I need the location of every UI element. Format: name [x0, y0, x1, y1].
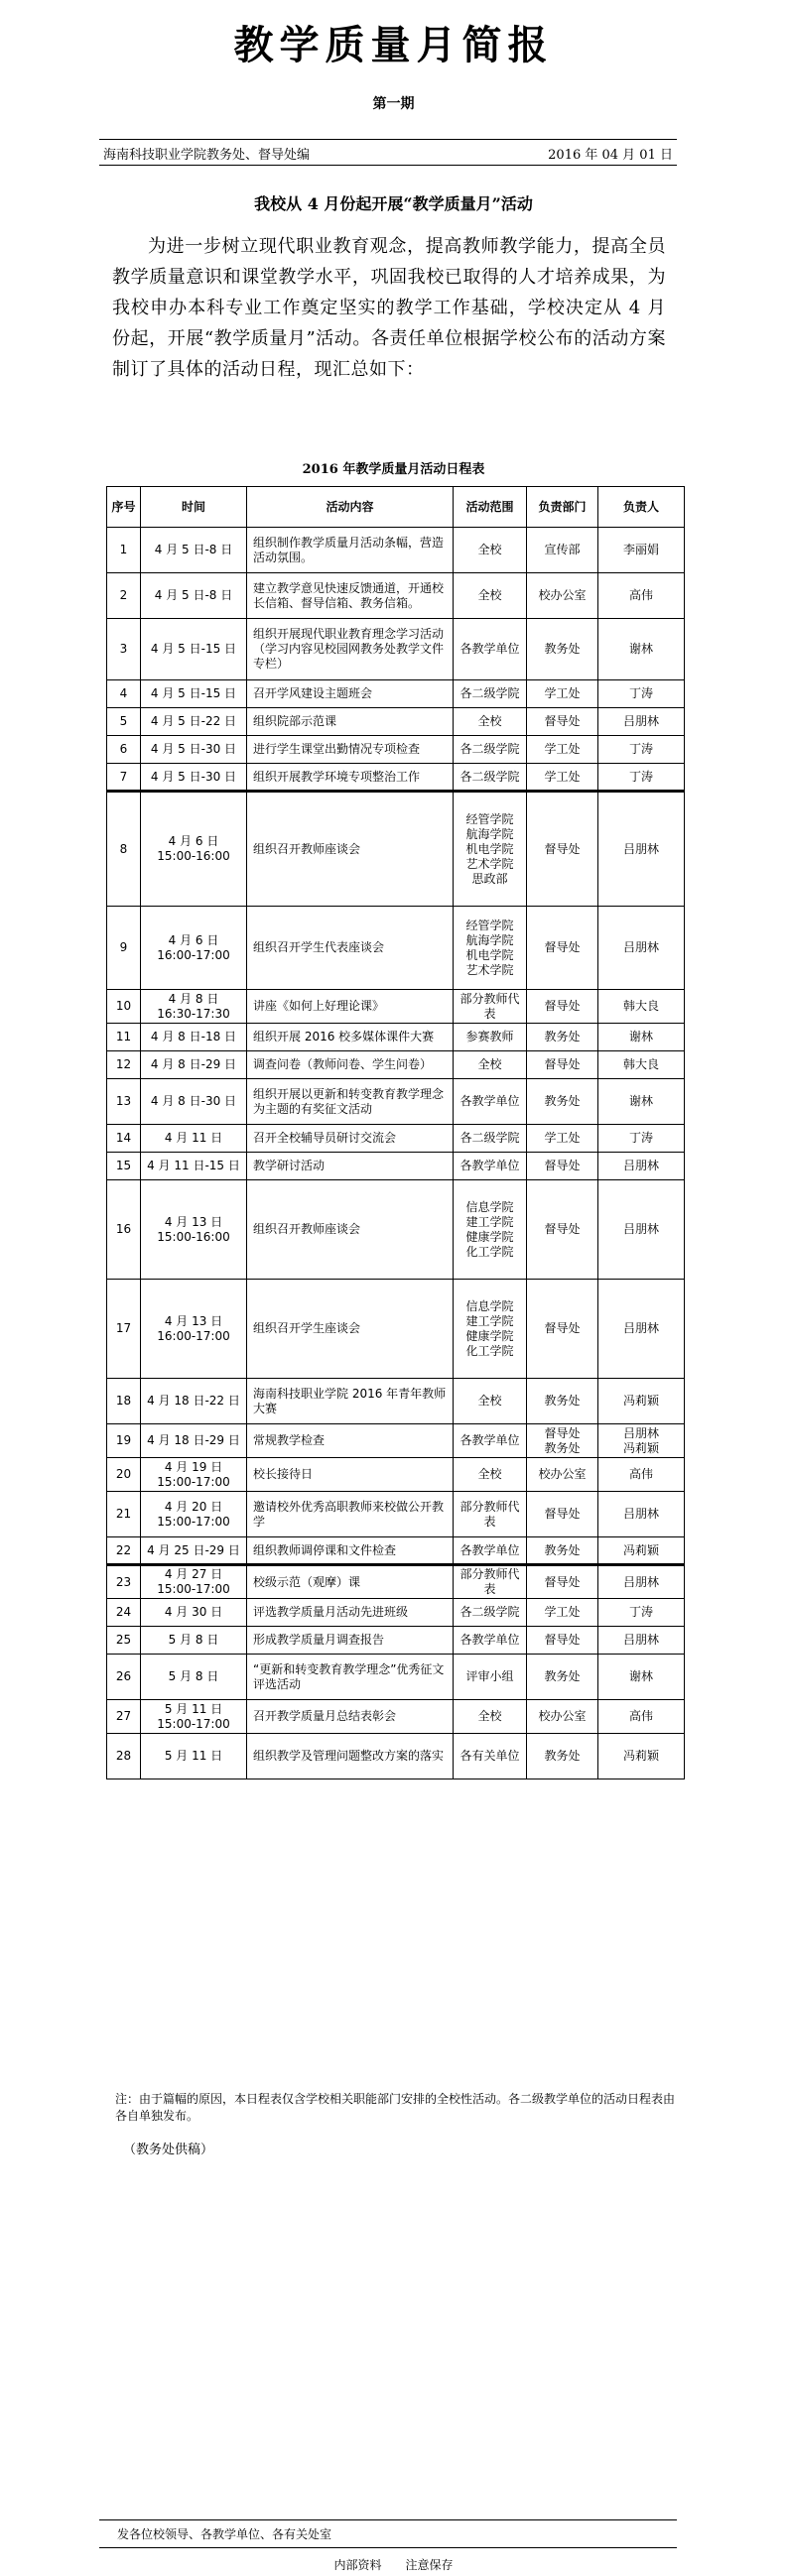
cell-scope: 参赛教师 [454, 1024, 527, 1051]
cell-dept: 宣传部 [527, 528, 598, 573]
table-row [107, 1492, 685, 1537]
cell-time: 4 月 13 日 16:00-17:00 [141, 1280, 247, 1379]
cell-no: 23 [107, 1565, 141, 1599]
cell-scope: 经管学院 航海学院 机电学院 艺术学院 [454, 907, 527, 990]
header-rule-bottom [99, 165, 677, 166]
cell-content: 召开全校辅导员研讨交流会 [247, 1125, 454, 1153]
cell-person: 丁涛 [598, 1599, 685, 1627]
cell-content: 组织制作教学质量月活动条幅，营造活动氛围。 [247, 528, 454, 573]
cell-dept: 学工处 [527, 680, 598, 708]
cell-time: 4 月 18 日-22 日 [141, 1379, 247, 1424]
cell-scope: 各二级学院 [454, 764, 527, 792]
cell-dept: 教务处 [527, 1379, 598, 1424]
cell-time: 5 月 8 日 [141, 1627, 247, 1655]
cell-person: 丁涛 [598, 1125, 685, 1153]
table-row [107, 1153, 685, 1180]
cell-no: 20 [107, 1458, 141, 1492]
cell-no: 25 [107, 1627, 141, 1655]
cell-scope: 全校 [454, 1051, 527, 1079]
cell-content: 评选教学质量月活动先进班级 [247, 1599, 454, 1627]
schedule-table [106, 486, 685, 1779]
cell-person: 冯莉颖 [598, 1379, 685, 1424]
cell-scope: 全校 [454, 1458, 527, 1492]
cell-dept: 督导处 教务处 [527, 1424, 598, 1458]
cell-no: 4 [107, 680, 141, 708]
cell-dept: 学工处 [527, 736, 598, 764]
cell-person: 吕朋林 [598, 1153, 685, 1180]
cell-content: 教学研讨活动 [247, 1153, 454, 1180]
cell-time: 4 月 18 日-29 日 [141, 1424, 247, 1458]
cell-person: 吕朋林 [598, 1180, 685, 1280]
internal-notice: 内部资料 注意保存 [333, 2558, 454, 2572]
cell-content: 组织召开学生座谈会 [247, 1280, 454, 1379]
cell-content: 组织召开学生代表座谈会 [247, 907, 454, 990]
cell-person: 吕朋林 [598, 1627, 685, 1655]
cell-time: 4 月 27 日 15:00-17:00 [141, 1565, 247, 1599]
cell-time: 4 月 11 日 [141, 1125, 247, 1153]
cell-no: 21 [107, 1492, 141, 1537]
cell-dept: 校办公室 [527, 1700, 598, 1734]
cell-dept: 教务处 [527, 1655, 598, 1700]
table-row [107, 1379, 685, 1424]
cell-no: 10 [107, 990, 141, 1024]
cell-person: 吕朋林 [598, 1565, 685, 1599]
cell-person: 吕朋林 [598, 1280, 685, 1379]
cell-no: 28 [107, 1734, 141, 1779]
cell-dept: 学工处 [527, 1599, 598, 1627]
cell-dept: 学工处 [527, 1125, 598, 1153]
cell-no: 15 [107, 1153, 141, 1180]
table-row [107, 1280, 685, 1379]
cell-no: 3 [107, 619, 141, 680]
cell-person: 丁涛 [598, 680, 685, 708]
cell-person: 谢林 [598, 619, 685, 680]
table-row [107, 1655, 685, 1700]
cell-time: 4 月 8 日-29 日 [141, 1051, 247, 1079]
cell-time: 4 月 8 日-30 日 [141, 1079, 247, 1125]
schedule-table-body [107, 528, 685, 1779]
cell-time: 4 月 11 日-15 日 [141, 1153, 247, 1180]
header-rule-top [99, 139, 677, 140]
cell-content: 校长接待日 [247, 1458, 454, 1492]
cell-scope: 各二级学院 [454, 680, 527, 708]
cell-dept: 督导处 [527, 1153, 598, 1180]
cell-dept: 督导处 [527, 1180, 598, 1280]
cell-no: 5 [107, 708, 141, 736]
cell-scope: 各教学单位 [454, 1627, 527, 1655]
table-row [107, 764, 685, 792]
table-row [107, 528, 685, 573]
cell-scope: 各有关单位 [454, 1734, 527, 1779]
cell-content: 调查问卷（教师问卷、学生问卷） [247, 1051, 454, 1079]
cell-dept: 督导处 [527, 990, 598, 1024]
cell-no: 12 [107, 1051, 141, 1079]
cell-dept: 教务处 [527, 1079, 598, 1125]
cell-time: 4 月 19 日 15:00-17:00 [141, 1458, 247, 1492]
cell-dept: 督导处 [527, 907, 598, 990]
cell-time: 5 月 8 日 [141, 1655, 247, 1700]
cell-no: 1 [107, 528, 141, 573]
cell-time: 4 月 5 日-15 日 [141, 619, 247, 680]
header-no: 序号 [107, 487, 141, 528]
cell-content: 建立教学意见快速反馈通道，开通校长信箱、督导信箱、教务信箱。 [247, 573, 454, 619]
cell-no: 7 [107, 764, 141, 792]
cell-content: 组织召开教师座谈会 [247, 1180, 454, 1280]
cell-scope: 各教学单位 [454, 619, 527, 680]
cell-content: 校级示范（观摩）课 [247, 1565, 454, 1599]
cell-no: 16 [107, 1180, 141, 1280]
cell-time: 4 月 5 日-8 日 [141, 573, 247, 619]
cell-dept: 校办公室 [527, 573, 598, 619]
cell-person: 高伟 [598, 573, 685, 619]
cell-content: 形成教学质量月调查报告 [247, 1627, 454, 1655]
cell-time: 4 月 25 日-29 日 [141, 1537, 247, 1565]
table-row [107, 1079, 685, 1125]
cell-scope: 各二级学院 [454, 1125, 527, 1153]
cell-dept: 督导处 [527, 708, 598, 736]
cell-person: 李丽娟 [598, 528, 685, 573]
cell-content: 召开学风建设主题班会 [247, 680, 454, 708]
cell-scope: 部分教师代表 [454, 1565, 527, 1599]
cell-scope: 各教学单位 [454, 1424, 527, 1458]
cell-no: 19 [107, 1424, 141, 1458]
cell-person: 吕朋林 冯莉颖 [598, 1424, 685, 1458]
cell-no: 22 [107, 1537, 141, 1565]
table-row [107, 736, 685, 764]
cell-content: 组织召开教师座谈会 [247, 792, 454, 907]
table-row [107, 1537, 685, 1565]
cell-scope: 评审小组 [454, 1655, 527, 1700]
header-scope: 活动范围 [454, 487, 527, 528]
table-row [107, 1024, 685, 1051]
cell-scope: 信息学院 建工学院 健康学院 化工学院 [454, 1280, 527, 1379]
cell-person: 丁涛 [598, 736, 685, 764]
cell-person: 谢林 [598, 1655, 685, 1700]
cell-scope: 部分教师代表 [454, 1492, 527, 1537]
cell-no: 26 [107, 1655, 141, 1700]
table-row [107, 680, 685, 708]
footer-rule-bottom [99, 2547, 677, 2548]
cell-dept: 教务处 [527, 1537, 598, 1565]
table-row [107, 1627, 685, 1655]
cell-person: 谢林 [598, 1079, 685, 1125]
cell-person: 吕朋林 [598, 1492, 685, 1537]
cell-scope: 全校 [454, 573, 527, 619]
header-time: 时间 [141, 487, 247, 528]
cell-no: 17 [107, 1280, 141, 1379]
cell-person: 吕朋林 [598, 907, 685, 990]
cell-no: 2 [107, 573, 141, 619]
cell-time: 4 月 8 日-18 日 [141, 1024, 247, 1051]
cell-scope: 各教学单位 [454, 1153, 527, 1180]
cell-dept: 督导处 [527, 1565, 598, 1599]
cell-content: 组织教学及管理问题整改方案的落实 [247, 1734, 454, 1779]
cell-content: 组织开展 2016 校多媒体课件大赛 [247, 1024, 454, 1051]
table-row [107, 792, 685, 907]
cell-person: 吕朋林 [598, 792, 685, 907]
cell-time: 4 月 6 日 16:00-17:00 [141, 907, 247, 990]
cell-dept: 教务处 [527, 1024, 598, 1051]
table-row [107, 1180, 685, 1280]
cell-person: 冯莉颖 [598, 1537, 685, 1565]
table-row [107, 1051, 685, 1079]
cell-dept: 校办公室 [527, 1458, 598, 1492]
cell-content: 组织教师调停课和文件检查 [247, 1537, 454, 1565]
table-row [107, 1700, 685, 1734]
cell-content: 海南科技职业学院 2016 年青年教师大赛 [247, 1379, 454, 1424]
cell-person: 高伟 [598, 1458, 685, 1492]
header-dept: 负责部门 [527, 487, 598, 528]
header-person: 负责人 [598, 487, 685, 528]
table-row [107, 708, 685, 736]
cell-scope: 各二级学院 [454, 736, 527, 764]
cell-content: 组织院部示范课 [247, 708, 454, 736]
cell-no: 6 [107, 736, 141, 764]
issue-number: 第一期 [372, 96, 415, 112]
table-row [107, 1424, 685, 1458]
cell-dept: 教务处 [527, 1734, 598, 1779]
cell-time: 4 月 8 日 16:30-17:30 [141, 990, 247, 1024]
cell-dept: 学工处 [527, 764, 598, 792]
cell-person: 高伟 [598, 1700, 685, 1734]
cell-person: 吕朋林 [598, 708, 685, 736]
article-intro: 为进一步树立现代职业教育观念，提高教师教学能力，提高全员教学质量意识和课堂教学水平，巩固我校已取得的人才培养成果，为我校申办本科专业工作奠定坚实的教学工作基础，学校决定从 4 月份起，开展“教学质量月”活动。各责任单位根据学校公布的活动方案制订了具体的活动日程，现汇总如下： [112, 236, 666, 380]
cell-no: 14 [107, 1125, 141, 1153]
cell-scope: 部分教师代表 [454, 990, 527, 1024]
cell-person: 韩大良 [598, 990, 685, 1024]
cell-dept: 督导处 [527, 792, 598, 907]
cell-no: 11 [107, 1024, 141, 1051]
table-row [107, 1458, 685, 1492]
cell-time: 4 月 5 日-8 日 [141, 528, 247, 573]
cell-dept: 督导处 [527, 1627, 598, 1655]
cell-scope: 各二级学院 [454, 1599, 527, 1627]
cell-content: 常规教学检查 [247, 1424, 454, 1458]
cell-dept: 督导处 [527, 1280, 598, 1379]
table-row [107, 990, 685, 1024]
cell-content: 进行学生课堂出勤情况专项检查 [247, 736, 454, 764]
table-row [107, 573, 685, 619]
table-header-row [107, 487, 685, 528]
cell-time: 4 月 13 日 15:00-16:00 [141, 1180, 247, 1280]
table-row [107, 1125, 685, 1153]
cell-content: 组织开展教学环境专项整治工作 [247, 764, 454, 792]
header-content: 活动内容 [247, 487, 454, 528]
cell-content: 组织开展现代职业教育理念学习活动（学习内容见校园网教务处教学文件专栏） [247, 619, 454, 680]
cell-no: 8 [107, 792, 141, 907]
cell-no: 18 [107, 1379, 141, 1424]
cell-person: 韩大良 [598, 1051, 685, 1079]
cell-scope: 各教学单位 [454, 1079, 527, 1125]
cell-no: 24 [107, 1599, 141, 1627]
table-row [107, 907, 685, 990]
cell-dept: 督导处 [527, 1492, 598, 1537]
cell-scope: 各教学单位 [454, 1537, 527, 1565]
cell-time: 4 月 20 日 15:00-17:00 [141, 1492, 247, 1537]
cell-scope: 全校 [454, 708, 527, 736]
cell-content: 召开教学质量月总结表彰会 [247, 1700, 454, 1734]
table-row [107, 619, 685, 680]
cell-no: 9 [107, 907, 141, 990]
publisher: 海南科技职业学院教务处、督导处编 [103, 148, 311, 163]
cell-person: 丁涛 [598, 764, 685, 792]
cell-time: 4 月 5 日-30 日 [141, 736, 247, 764]
cell-scope: 全校 [454, 1379, 527, 1424]
cell-dept: 教务处 [527, 619, 598, 680]
cell-time: 4 月 5 日-30 日 [141, 764, 247, 792]
cell-person: 冯莉颖 [598, 1734, 685, 1779]
cell-content: 讲座《如何上好理论课》 [247, 990, 454, 1024]
table-note: 注：由于篇幅的原因，本日程表仅含学校相关职能部门安排的全校性活动。各二级教学单位的活动日程表由各自单独发布。 [115, 2092, 676, 2123]
cell-time: 4 月 5 日-15 日 [141, 680, 247, 708]
schedule-table-title: 2016 年教学质量月活动日程表 [302, 462, 485, 477]
cell-time: 4 月 30 日 [141, 1599, 247, 1627]
table-row [107, 1599, 685, 1627]
cell-time: 4 月 5 日-22 日 [141, 708, 247, 736]
distribution-line: 发各位校领导、各教学单位、各有关处室 [117, 2527, 332, 2541]
cell-no: 13 [107, 1079, 141, 1125]
article-headline: 我校从 4 月份起开展“教学质量月”活动 [254, 194, 533, 213]
footer-rule-top [99, 2519, 677, 2520]
publish-date: 2016 年 04 月 01 日 [548, 148, 673, 163]
cell-no: 27 [107, 1700, 141, 1734]
cell-scope: 经管学院 航海学院 机电学院 艺术学院 思政部 [454, 792, 527, 907]
table-row [107, 1565, 685, 1599]
newsletter-title: 教学质量月简报 [233, 22, 554, 68]
cell-time: 4 月 6 日 15:00-16:00 [141, 792, 247, 907]
cell-content: 邀请校外优秀高职教师来校做公开教学 [247, 1492, 454, 1537]
table-row [107, 1734, 685, 1779]
cell-scope: 信息学院 建工学院 健康学院 化工学院 [454, 1180, 527, 1280]
cell-person: 谢林 [598, 1024, 685, 1051]
cell-time: 5 月 11 日 15:00-17:00 [141, 1700, 247, 1734]
cell-content: “更新和转变教育教学理念”优秀征文评选活动 [247, 1655, 454, 1700]
cell-scope: 全校 [454, 528, 527, 573]
cell-content: 组织开展以更新和转变教育教学理念为主题的有奖征文活动 [247, 1079, 454, 1125]
article-signature: （教务处供稿） [123, 2143, 214, 2157]
cell-time: 5 月 11 日 [141, 1734, 247, 1779]
cell-scope: 全校 [454, 1700, 527, 1734]
cell-dept: 督导处 [527, 1051, 598, 1079]
